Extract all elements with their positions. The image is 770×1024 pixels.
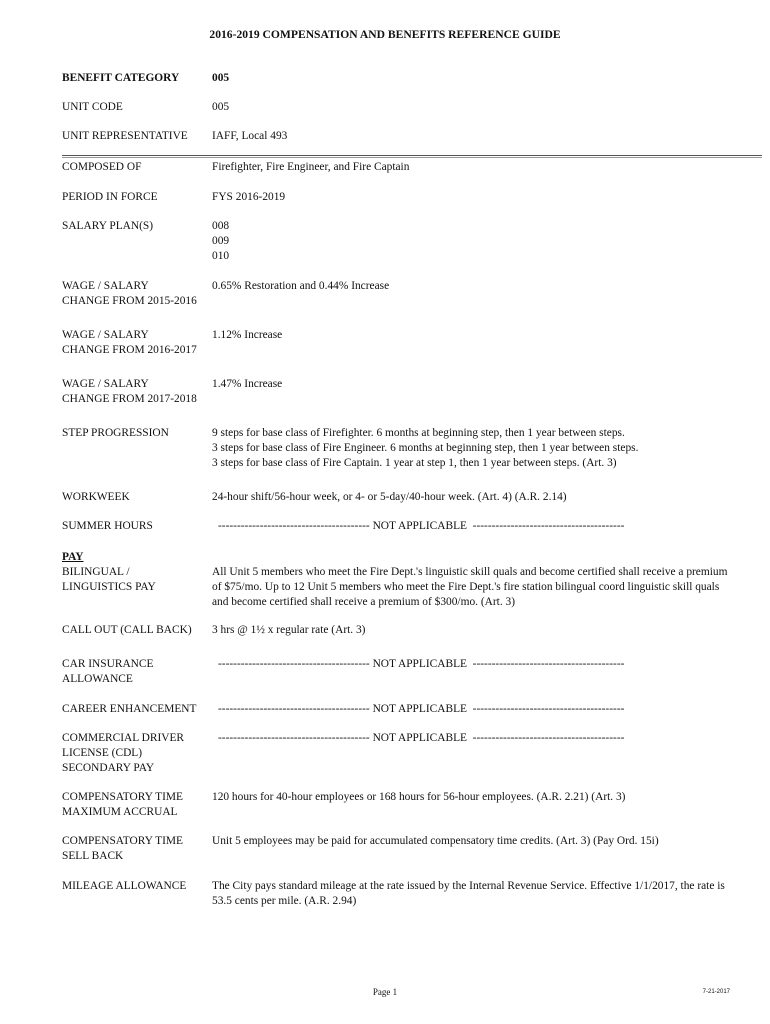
document-title: 2016-2019 COMPENSATION AND BENEFITS REFERENCE GUIDE	[209, 28, 561, 41]
label-line: SELL BACK	[62, 850, 124, 862]
bilingual-line: and become certified shall receive a premium of $300/mo. (Art. 3)	[212, 596, 516, 608]
career-enhancement-value: ---------------------------------------- NOT APPLICABLE ----------------------------------------	[218, 703, 625, 715]
label-line: MAXIMUM ACCRUAL	[62, 806, 178, 818]
comp-time-max-value: 120 hours for 40-hour employees or 168 hours for 56-hour employees. (A.R. 2.21) (Art. 3)	[212, 791, 626, 803]
label-line: LICENSE (CDL)	[62, 747, 143, 759]
wage-change-2015-2016-label	[62, 279, 207, 309]
pay-section-heading: PAY	[62, 551, 84, 563]
workweek-value: 24-hour shift/56-hour week, or 4- or 5-day/40-hour week. (Art. 4) (A.R. 2.14)	[212, 491, 567, 503]
label-line: CHANGE FROM 2017-2018	[62, 393, 197, 405]
mileage-allowance-label: MILEAGE ALLOWANCE	[62, 880, 187, 892]
section-divider	[62, 155, 762, 158]
call-out-label: CALL OUT (CALL BACK)	[62, 624, 192, 636]
wage-change-2017-2018-label	[62, 377, 207, 407]
comp-time-sellback-label	[62, 834, 207, 864]
unit-representative-value: IAFF, Local 493	[212, 130, 288, 142]
cdl-pay-value: ---------------------------------------- NOT APPLICABLE ----------------------------------------	[218, 732, 625, 744]
step-progression-label: STEP PROGRESSION	[62, 427, 169, 439]
period-in-force-label: PERIOD IN FORCE	[62, 191, 158, 203]
revision-date: 7-21-2017	[702, 989, 730, 995]
comp-time-sellback-value: Unit 5 employees may be paid for accumulated compensatory time credits. (Art. 3) (Pay Ord. 15i)	[212, 835, 659, 847]
wage-change-2016-2017-label	[62, 328, 207, 358]
summer-hours-value: ---------------------------------------- NOT APPLICABLE ----------------------------------------	[218, 520, 625, 532]
page-number: Page 1	[372, 987, 398, 997]
label-line: BILINGUAL /	[62, 566, 130, 578]
comp-time-max-label	[62, 790, 207, 820]
bilingual-line: of $75/mo. Up to 12 Unit 5 members who meet the Fire Dept.'s fire station bilingual coord linguistic skill quals	[212, 581, 720, 593]
label-line: ALLOWANCE	[62, 673, 133, 685]
salary-plan-item: 008	[212, 220, 230, 232]
label-line: LINGUISTICS PAY	[62, 581, 156, 593]
car-insurance-value: ---------------------------------------- NOT APPLICABLE ----------------------------------------	[218, 658, 625, 670]
label-line: SECONDARY PAY	[62, 762, 155, 774]
call-out-value: 3 hrs @ 1½ x regular rate (Art. 3)	[212, 624, 366, 636]
wage-change-2017-2018-value: 1.47% Increase	[212, 378, 283, 390]
label-line: CHANGE FROM 2015-2016	[62, 295, 197, 307]
bilingual-line: All Unit 5 members who meet the Fire Dept.'s linguistic skill quals and become certified shall receive a premium	[212, 566, 728, 578]
salary-plans-label: SALARY PLAN(S)	[62, 220, 154, 232]
unit-code-value: 005	[212, 101, 230, 113]
step-line: 3 steps for base class of Fire Engineer. 6 months at beginning step, then 1 year between steps.	[212, 442, 639, 454]
unit-code-label: UNIT CODE	[62, 101, 123, 113]
step-line: 3 steps for base class of Fire Captain. 1 year at step 1, then 1 year between steps. (Art. 3)	[212, 457, 617, 469]
composed-of-value: Firefighter, Fire Engineer, and Fire Captain	[212, 161, 410, 173]
bilingual-pay-label	[62, 550, 207, 595]
step-line: 9 steps for base class of Firefighter. 6 months at beginning step, then 1 year between steps.	[212, 427, 625, 439]
mileage-allowance-values	[212, 879, 730, 909]
salary-plan-item: 009	[212, 235, 230, 247]
workweek-label: WORKWEEK	[62, 491, 130, 503]
car-insurance-label	[62, 657, 207, 687]
label-line: CHANGE FROM 2016-2017	[62, 344, 197, 356]
salary-plans-values	[212, 219, 730, 264]
label-line: CAR INSURANCE	[62, 658, 154, 670]
label-line: COMPENSATORY TIME	[62, 835, 183, 847]
composed-of-label: COMPOSED OF	[62, 161, 142, 173]
benefit-category-label: BENEFIT CATEGORY	[62, 72, 180, 84]
benefit-category-value: 005	[212, 72, 230, 84]
career-enhancement-label: CAREER ENHANCEMENT	[62, 703, 197, 715]
mileage-line: 53.5 cents per mile. (A.R. 2.94)	[212, 895, 357, 907]
mileage-line: The City pays standard mileage at the rate issued by the Internal Revenue Service. Effective 1/1/2017, the rate is	[212, 880, 725, 892]
summer-hours-label: SUMMER HOURS	[62, 520, 153, 532]
label-line: COMMERCIAL DRIVER	[62, 732, 185, 744]
label-line: WAGE / SALARY	[62, 329, 149, 341]
label-line: COMPENSATORY TIME	[62, 791, 183, 803]
salary-plan-item: 010	[212, 250, 230, 262]
cdl-pay-label	[62, 731, 207, 776]
unit-representative-label: UNIT REPRESENTATIVE	[62, 130, 188, 142]
bilingual-pay-values	[212, 565, 730, 610]
period-in-force-value: FYS 2016-2019	[212, 191, 286, 203]
wage-change-2016-2017-value: 1.12% Increase	[212, 329, 283, 341]
wage-change-2015-2016-value: 0.65% Restoration and 0.44% Increase	[212, 280, 390, 292]
label-line: WAGE / SALARY	[62, 378, 149, 390]
step-progression-values	[212, 426, 730, 471]
label-line: WAGE / SALARY	[62, 280, 149, 292]
